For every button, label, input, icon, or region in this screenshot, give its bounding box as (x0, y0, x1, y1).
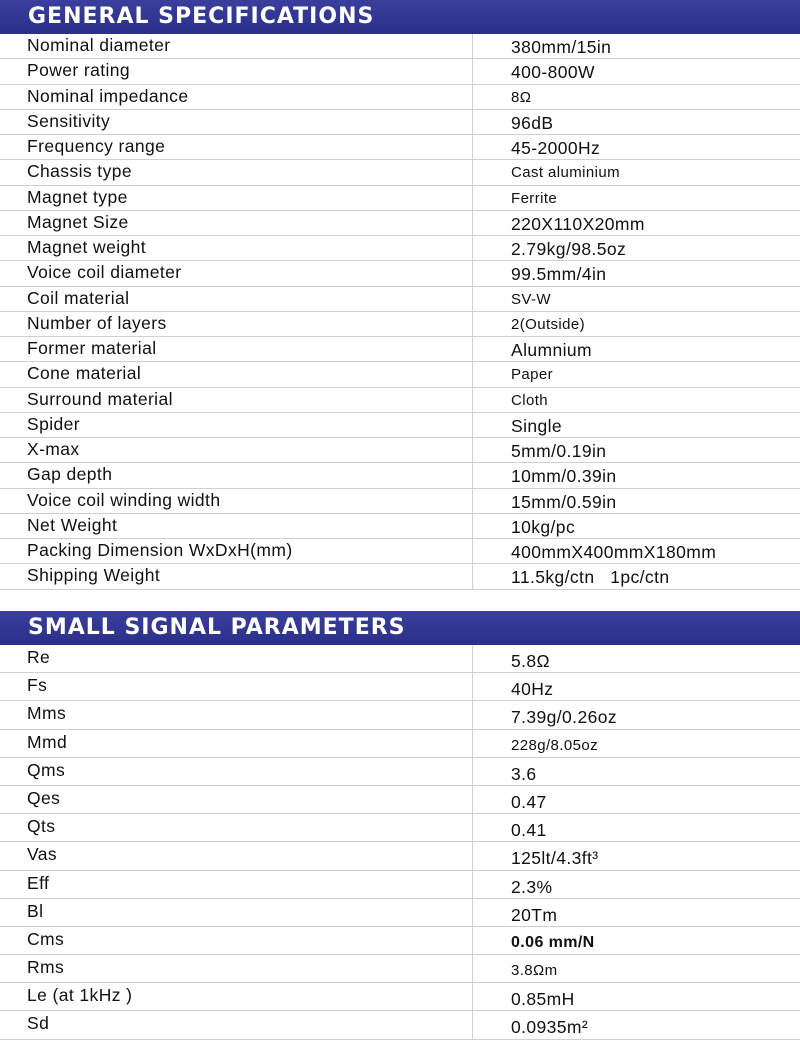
spec-row (0, 287, 800, 312)
spec-row (0, 34, 800, 59)
spec-value: 10mm/0.39in (511, 466, 617, 487)
param-value: 2.3% (511, 876, 553, 897)
param-value: 20Tm (511, 904, 558, 925)
spec-value: 8Ω (511, 88, 532, 106)
spec-label: Nominal diameter (0, 34, 473, 58)
spec-value: 400-800W (511, 62, 595, 83)
param-row (0, 786, 800, 814)
spec-row (0, 160, 800, 185)
spec-value: Single (511, 415, 563, 436)
spec-value: 2(Outside) (511, 315, 586, 333)
param-value: 0.47 (511, 791, 547, 812)
param-value: 40Hz (511, 679, 554, 700)
spec-value: 15mm/0.59in (511, 491, 617, 512)
spec-value: 99.5mm/4in (511, 264, 607, 285)
spec-value: 45-2000Hz (511, 138, 601, 158)
param-row (0, 1011, 800, 1039)
param-label: Le (at 1kHz ) (0, 983, 473, 1010)
spec-row (0, 59, 800, 84)
spec-row (0, 463, 800, 488)
spec-row (0, 211, 800, 236)
spec-row (0, 413, 800, 438)
spec-label: Magnet type (0, 186, 473, 210)
spec-row (0, 186, 800, 211)
spec-row (0, 312, 800, 337)
spec-label: Chassis type (0, 160, 473, 184)
param-label: Qts (0, 814, 473, 841)
param-row (0, 701, 800, 729)
spec-label: Magnet weight (0, 236, 473, 260)
spec-label: Spider (0, 413, 473, 437)
spec-label: Surround material (0, 388, 473, 412)
spec-label: Voice coil diameter (0, 261, 473, 285)
spec-row (0, 564, 800, 589)
param-value: 3.8Ωm (511, 962, 558, 980)
spec-value: Cloth (511, 391, 549, 409)
param-value: 228g/8.05oz (511, 736, 598, 754)
spec-value: 5mm/0.19in (511, 441, 607, 461)
spec-value: 2.79kg/98.5oz (511, 239, 627, 259)
spec-value: 400mmX400mmX180mm (511, 542, 717, 562)
spec-value: 96dB (511, 112, 554, 133)
param-row (0, 983, 800, 1011)
spec-value: 11.5kg/ctn 1pc/ctn (511, 567, 670, 588)
spec-label: X-max (0, 438, 473, 462)
spec-row (0, 539, 800, 564)
param-row (0, 645, 800, 673)
param-label: Qms (0, 758, 473, 785)
param-value: 3.6 (511, 763, 537, 784)
param-value: 0.0935m² (511, 1017, 589, 1038)
general-specifications-header: GENERAL SPECIFICATIONS (0, 0, 800, 34)
spec-value: Ferrite (511, 189, 558, 207)
spec-label: Gap depth (0, 463, 473, 487)
param-row (0, 899, 800, 927)
spec-row (0, 337, 800, 362)
param-row (0, 842, 800, 870)
spec-value: 380mm/15in (511, 37, 612, 57)
param-label: Eff (0, 871, 473, 898)
param-row (0, 814, 800, 842)
spec-row (0, 110, 800, 135)
param-label: Vas (0, 842, 473, 869)
spec-value: Paper (511, 366, 554, 384)
param-value: 7.39g/0.26oz (511, 707, 617, 728)
spec-label: Net Weight (0, 514, 473, 538)
param-value: 5.8Ω (511, 651, 551, 671)
small-signal-parameters-header: SMALL SIGNAL PARAMETERS (0, 611, 800, 645)
param-label: Rms (0, 955, 473, 982)
spec-row (0, 362, 800, 387)
spec-row (0, 489, 800, 514)
spec-label: Sensitivity (0, 110, 473, 134)
param-label: Bl (0, 899, 473, 926)
spec-label: Coil material (0, 287, 473, 311)
spec-value: 10kg/pc (511, 516, 576, 537)
param-label: Qes (0, 786, 473, 813)
spec-label: Power rating (0, 59, 473, 83)
spec-row (0, 261, 800, 286)
spec-label: Number of layers (0, 312, 473, 336)
param-label: Mms (0, 701, 473, 728)
param-row (0, 730, 800, 758)
spec-row (0, 85, 800, 110)
spec-label: Frequency range (0, 135, 473, 159)
spec-label: Nominal impedance (0, 85, 473, 109)
param-row (0, 927, 800, 955)
spec-value: 220X110X20mm (511, 213, 645, 234)
spec-label: Packing Dimension WxDxH(mm) (0, 539, 473, 563)
param-label: Fs (0, 673, 473, 700)
param-value: 0.85mH (511, 989, 575, 1010)
param-label: Sd (0, 1011, 473, 1038)
small-signal-parameters-table (0, 645, 800, 1040)
spec-row (0, 236, 800, 261)
param-row (0, 955, 800, 983)
spec-label: Former material (0, 337, 473, 361)
general-specifications-table (0, 34, 800, 590)
spec-value: SV-W (511, 290, 551, 308)
param-value: 0.06 mm/N (511, 933, 595, 951)
param-value: 0.41 (511, 820, 547, 841)
spec-value: Cast aluminium (511, 164, 620, 182)
spec-label: Magnet Size (0, 211, 473, 235)
spec-label: Cone material (0, 362, 473, 386)
param-row (0, 758, 800, 786)
spec-row (0, 135, 800, 160)
spec-value: Alumnium (511, 340, 593, 360)
param-row (0, 871, 800, 899)
param-label: Mmd (0, 730, 473, 757)
spec-label: Voice coil winding width (0, 489, 473, 513)
spec-label: Shipping Weight (0, 564, 473, 588)
param-value: 125lt/4.3ft³ (511, 848, 599, 869)
spec-row (0, 388, 800, 413)
param-label: Cms (0, 927, 473, 954)
param-label: Re (0, 645, 473, 672)
spec-row (0, 438, 800, 463)
spec-row (0, 514, 800, 539)
param-row (0, 673, 800, 701)
